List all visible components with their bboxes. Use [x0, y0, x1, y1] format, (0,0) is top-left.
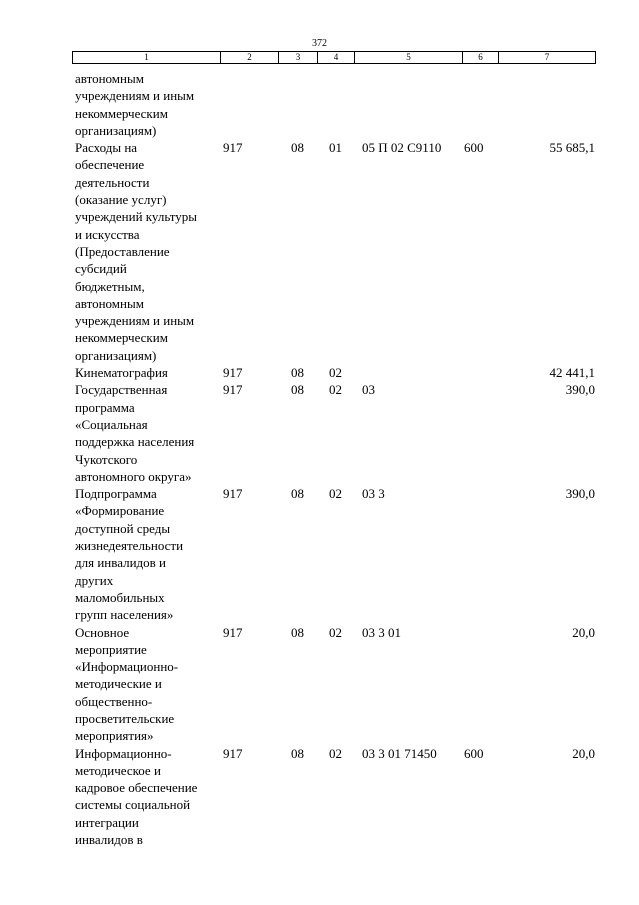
row-target-article: 03 3 01 — [362, 624, 401, 640]
budget-table — [72, 70, 595, 848]
row-name-line: некоммерческим — [75, 330, 168, 346]
column-number-header — [72, 51, 596, 64]
page-number: 372 — [312, 38, 327, 49]
row-name-line: деятельности — [75, 174, 150, 190]
row-name-line: интеграции — [75, 814, 139, 830]
row-ministry-code: 917 — [223, 745, 243, 761]
row-amount: 20,0 — [572, 624, 595, 640]
row-name-line: системы социальной — [75, 797, 191, 813]
row-name-line: «Информационно- — [75, 659, 179, 675]
row-name-line: мероприятие — [75, 641, 147, 657]
row-name-line: групп населения» — [75, 607, 174, 623]
row-name-line: других — [75, 572, 114, 588]
row-name-line: доступной среды — [75, 520, 171, 536]
row-name-line: жизнедеятельности — [75, 538, 184, 554]
row-ministry-code — [220, 70, 278, 139]
row-name — [72, 139, 220, 364]
row-name-line: Государственная — [75, 382, 168, 398]
row-section — [278, 70, 317, 139]
row-subsection: 02 — [329, 382, 342, 398]
row-name-line: некоммерческим — [75, 105, 168, 121]
row-name-line: учреждениям и иным — [75, 313, 195, 329]
row-name-line: Информационно- — [75, 745, 172, 761]
row-name — [72, 745, 220, 849]
row-subsection: 02 — [329, 365, 342, 381]
row-name-line: и искусства — [75, 226, 140, 242]
row-name-line: автономным — [75, 71, 144, 86]
row-name-line: Подпрограмма — [75, 486, 157, 502]
row-name-line: кадровое обеспечение — [75, 780, 198, 796]
row-name — [72, 381, 220, 485]
row-name-line: мероприятия» — [75, 728, 154, 744]
row-name-line: общественно- — [75, 693, 153, 709]
row-ministry-code: 917 — [223, 365, 243, 381]
row-name-line: бюджетным, — [75, 278, 145, 294]
row-name-line: Расходы на — [75, 140, 138, 156]
header-col-7: 7 — [499, 52, 596, 64]
header-col-5: 5 — [355, 52, 463, 64]
row-subsection: 02 — [329, 624, 342, 640]
header-col-3: 3 — [279, 52, 318, 64]
row-name-line: организациям) — [75, 122, 157, 138]
row-subsection: 02 — [329, 745, 342, 761]
row-expense-type — [462, 364, 498, 381]
row-name-line: для инвалидов и — [75, 555, 166, 571]
row-section: 08 — [291, 382, 304, 398]
row-ministry-code: 917 — [223, 140, 243, 156]
row-name-line: «Социальная — [75, 416, 148, 432]
row-expense-type — [462, 624, 498, 745]
row-amount: 390,0 — [565, 486, 595, 502]
row-section: 08 — [291, 624, 304, 640]
row-name-line: учреждений культуры — [75, 209, 198, 225]
row-name — [72, 364, 220, 381]
row-target-article: 03 — [362, 382, 375, 398]
row-name-line: автономного округа» — [75, 468, 192, 484]
row-name-line: Основное — [75, 624, 130, 640]
row-subsection — [317, 70, 354, 139]
row-name-line: маломобильных — [75, 589, 165, 605]
row-name-line: учреждениям и иным — [75, 88, 195, 104]
row-expense-type: 600 — [464, 745, 484, 761]
row-target-article: 03 3 — [362, 486, 385, 502]
row-name-line: инвалидов в — [75, 832, 143, 848]
header-col-4: 4 — [318, 52, 355, 64]
table-row — [72, 485, 595, 623]
row-amount — [498, 70, 595, 139]
row-section: 08 — [291, 486, 304, 502]
row-ministry-code: 917 — [223, 382, 243, 398]
row-name-line: (оказание услуг) — [75, 192, 167, 208]
row-name — [72, 70, 220, 139]
row-amount: 42 441,1 — [549, 365, 595, 381]
table-row — [72, 139, 595, 364]
row-name-line: методические и — [75, 676, 162, 692]
row-section: 08 — [291, 365, 304, 381]
row-name-line: поддержка населения — [75, 434, 195, 450]
row-target-article — [354, 70, 462, 139]
row-target-article: 03 3 01 71450 — [362, 745, 437, 761]
row-expense-type — [462, 381, 498, 485]
header-col-6: 6 — [463, 52, 499, 64]
row-name-line: обеспечение — [75, 157, 145, 173]
table-row — [72, 745, 595, 849]
header-row — [73, 52, 596, 64]
row-name-line: субсидий — [75, 261, 127, 277]
row-name-line: организациям) — [75, 347, 157, 363]
row-expense-type — [462, 70, 498, 139]
row-section: 08 — [291, 140, 304, 156]
row-subsection: 02 — [329, 486, 342, 502]
table-row — [72, 381, 595, 485]
row-name-line: «Формирование — [75, 503, 165, 519]
row-expense-type: 600 — [464, 140, 484, 156]
row-amount: 390,0 — [565, 382, 595, 398]
table-row — [72, 624, 595, 745]
table-row — [72, 70, 595, 139]
row-target-article — [354, 364, 462, 381]
row-amount: 55 685,1 — [549, 140, 595, 156]
table-row — [72, 364, 595, 381]
header-col-1: 1 — [73, 52, 221, 64]
row-amount: 20,0 — [572, 745, 595, 761]
row-section: 08 — [291, 745, 304, 761]
row-name-line: автономным — [75, 295, 144, 311]
row-subsection: 01 — [329, 140, 342, 156]
row-ministry-code: 917 — [223, 624, 243, 640]
row-name-line: Чукотского — [75, 451, 138, 467]
row-target-article: 05 П 02 С9110 — [362, 140, 442, 156]
row-expense-type — [462, 485, 498, 623]
row-name — [72, 624, 220, 745]
header-col-2: 2 — [221, 52, 279, 64]
row-name-line: просветительские — [75, 710, 175, 726]
row-ministry-code: 917 — [223, 486, 243, 502]
row-name-line: Кинематография — [75, 365, 168, 381]
row-name — [72, 485, 220, 623]
row-name-line: (Предоставление — [75, 243, 170, 259]
row-name-line: методическое и — [75, 762, 161, 778]
row-name-line: программа — [75, 399, 135, 415]
